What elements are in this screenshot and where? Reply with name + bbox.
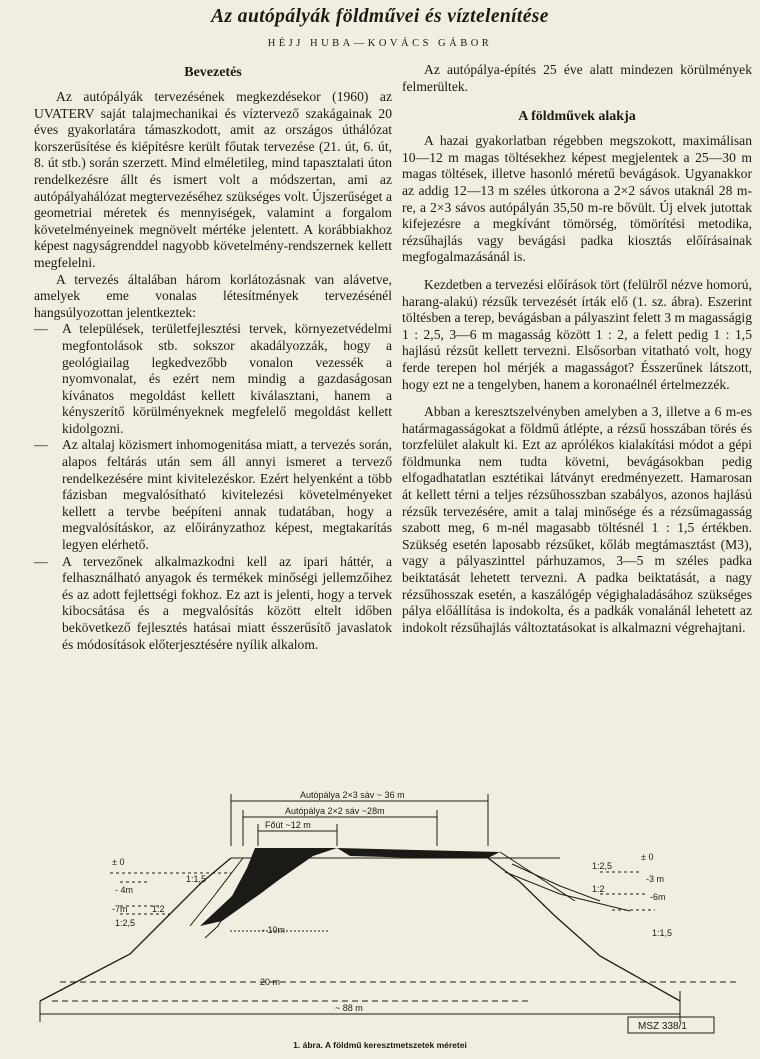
left-slope-3: 1:2,5 <box>115 918 136 928</box>
dimension-label-main-road: Főút ~12 m <box>265 820 311 830</box>
cross-section-diagram <box>0 786 760 1032</box>
left-level-7: -7m <box>112 904 128 914</box>
left-slope-1: 1:1,5 <box>186 874 207 884</box>
section-heading-introduction: Bevezetés <box>184 65 242 80</box>
left-slope-2: 1:2 <box>152 904 165 914</box>
paragraph: Az autópálya-építés 25 éve alatt mindezen körülmények felmerültek. <box>402 62 752 94</box>
dash-item: — A települések, területfejlesztési tervek, környezetvédelmi megfontolások stb. sokszor akadályozzák, hogy a geológiailag legkedvezőbb vonalon vezessék a nyomvonalat, és ezért nem mindig a gazdaságosan kívánatos megoldást kellett kiválasztani, hanem a kényszerítő körülményeknek megfelelő megoldást kellett kidolgozni. <box>34 321 392 437</box>
right-level-6: -6m <box>650 892 666 902</box>
dash-item: — A tervezőnek alkalmazkodni kell az ipari háttér, a felhasználható anyagok és termékek minőségi jellemzőihez és az adott fejlettségi fokhoz. Ez azt is jelenti, hogy a tervek kibocsátása és a megvalósítás között eltelt időben bekövetkező fejlesztés hatásai miatt ésszerűsítő javaslatok és módosítások előterjesztésére nyílik alkalom. <box>34 554 392 654</box>
paragraph: Kezdetben a tervezési előírások tört (felülről nézve homorú, harang-alakú) rézsűk tervezését írták elő (1. sz. ábra). Eszerint töltésben a terep, bevágásban a pályaszint felett 3 m magasságig 1 : 2,5, 3—6 m magasság között 1 : 2, a felett pedig 1 : 1,5 hajlású rézsűt kellett tervezni. Elsősorban vitatható volt, hogy ferde terepen hol mérjék a magasságot? Ésszerűnek látszott, hogy ezt ne a tengelyben, hanem a koronaélnél értelmezzék. <box>402 276 752 392</box>
cross-section-figure <box>0 786 760 1032</box>
left-level-0: ± 0 <box>112 857 125 867</box>
left-column <box>34 62 392 653</box>
level-20-label: 20 m <box>260 977 281 987</box>
article-authors: HÉJJ HUBA—KOVÁCS GÁBOR <box>267 38 493 49</box>
left-level-10: - 10m <box>262 925 286 935</box>
right-level-3: -3 m <box>646 874 664 884</box>
right-column <box>402 62 752 636</box>
right-slope-3: 1:1,5 <box>652 928 673 938</box>
dash-item: — Az altalaj közismert inhomogenitása miatt, a tervezés során, alapos feltárás után sem áll annyi ismeret a tervező rendelkezésére mint kivitelezéskor. Ezért helyenként a több fázisban megvalósítható kivitelezési követelményeket kellett a tervbe beépíteni annak tudatában, hogy a megvalósításkor, az előirányzathoz képest, megtakarítás legyen elérhető. <box>34 437 392 553</box>
section-heading-earthwork-shape: A földművek alakja <box>518 109 636 125</box>
article-title: Az autópályák földművei és víztelenítése <box>211 6 549 27</box>
left-level-4: - 4m <box>115 885 133 895</box>
right-slope-1: 1:2,5 <box>592 861 613 871</box>
paragraph: Abban a keresztszelvényben amelyben a 3, illetve a 6 m-es határmagasságokat a földmű átlépte, a rézsű hosszában törés és torzfelület alakult ki. Ezt az aprólékos kialakítási módot a gépi földmunka nem tudta követni, bevágásokban pedig elfogadhatatlan esztétikai látványt eredményezett. Hamarosan át kellett térni a teljes rézsűhosszban szabályos, azonos hajlású rézsűk tervezésére, amit a talaj minősége és a rézsűmagasság szabott meg, 6 m-nél magasabb töltésnél 1 : 1,5 értékben. Szükség esetén laposabb rézsűket, kőláb megtámasztást (M3), vagy a pályaszinttel párhuzamos, 3—5 m széles padka beiktatását lehetett tervezni. A padka beiktatását, a nagy rézsűhosszak esetén, a kaszálógép végighaladásához szükséges pálya előállítása is indokolta, és a padkák vonalánál lehetett az indokolt rézsűhajlás változtatásokat is alkalmazni végrehajtani. <box>402 404 752 635</box>
paragraph: A hazai gyakorlatban régebben megszokott, maximálisan 10—12 m magas töltésekhez képest megjelentek a 25—30 m magas töltések, illetve hasonló méretű bevágások. Ugyanakkor az addig 12—13 m széles útkorona a 2×2 sávos utaknál 28 m-re, a 2×3 sávos autópályán 35,50 m-re bővült. Új elvek jutottak kifejezésre a megkívánt tömörség, tömörítési metodika, rézsűhajlás vagy bevágási padka kiosztás előírásainak megfogalmazásánál is. <box>402 133 752 265</box>
total-width-label: ~ 88 m <box>335 1003 363 1013</box>
right-level-0: ± 0 <box>641 852 654 862</box>
paragraph: A tervezés általában három korlátozásnak van alávetve, amelyek eme vonalas létesítmények tervezésénél hangsúlyozottan jelentkeztek: <box>34 271 392 320</box>
figure-caption: 1. ábra. A földmű keresztmetszetek méretei <box>293 1040 467 1050</box>
right-slope-2: 1:2 <box>592 884 605 894</box>
paragraph: Az autópályák tervezésének megkezdésekor (1960) az UVATERV saját talajmechanikai és víztervező szakágainak 20 éves gyakorlatára támaszkodott, amit az országos úthálózat korszerűsítése és kiépítésre került főutak tervezése (21. út, 6. út, 8. út stb.) során szerzett. Mind elméletileg, mind tapasztalati úton rendelkezésre állt és ismert volt a módszertan, ami az autópályahálózat megtervezéséhez szükséges volt. Újszerűséget a geometriai méretek és mennyiségek, valamint a forgalom követelményeinek megnövelt mértéke jelentett. A korábbiakhoz képest nagyságrenddel nagyobb követelmény-rendszernek kellett megfelelni. <box>34 89 392 270</box>
standard-stamp: MSZ 338/1 <box>638 1021 687 1032</box>
dimension-label-2x3: Autópálya 2×3 sáv ~ 36 m <box>300 790 405 800</box>
dimension-label-2x2: Autópálya 2×2 sáv ~28m <box>285 806 385 816</box>
